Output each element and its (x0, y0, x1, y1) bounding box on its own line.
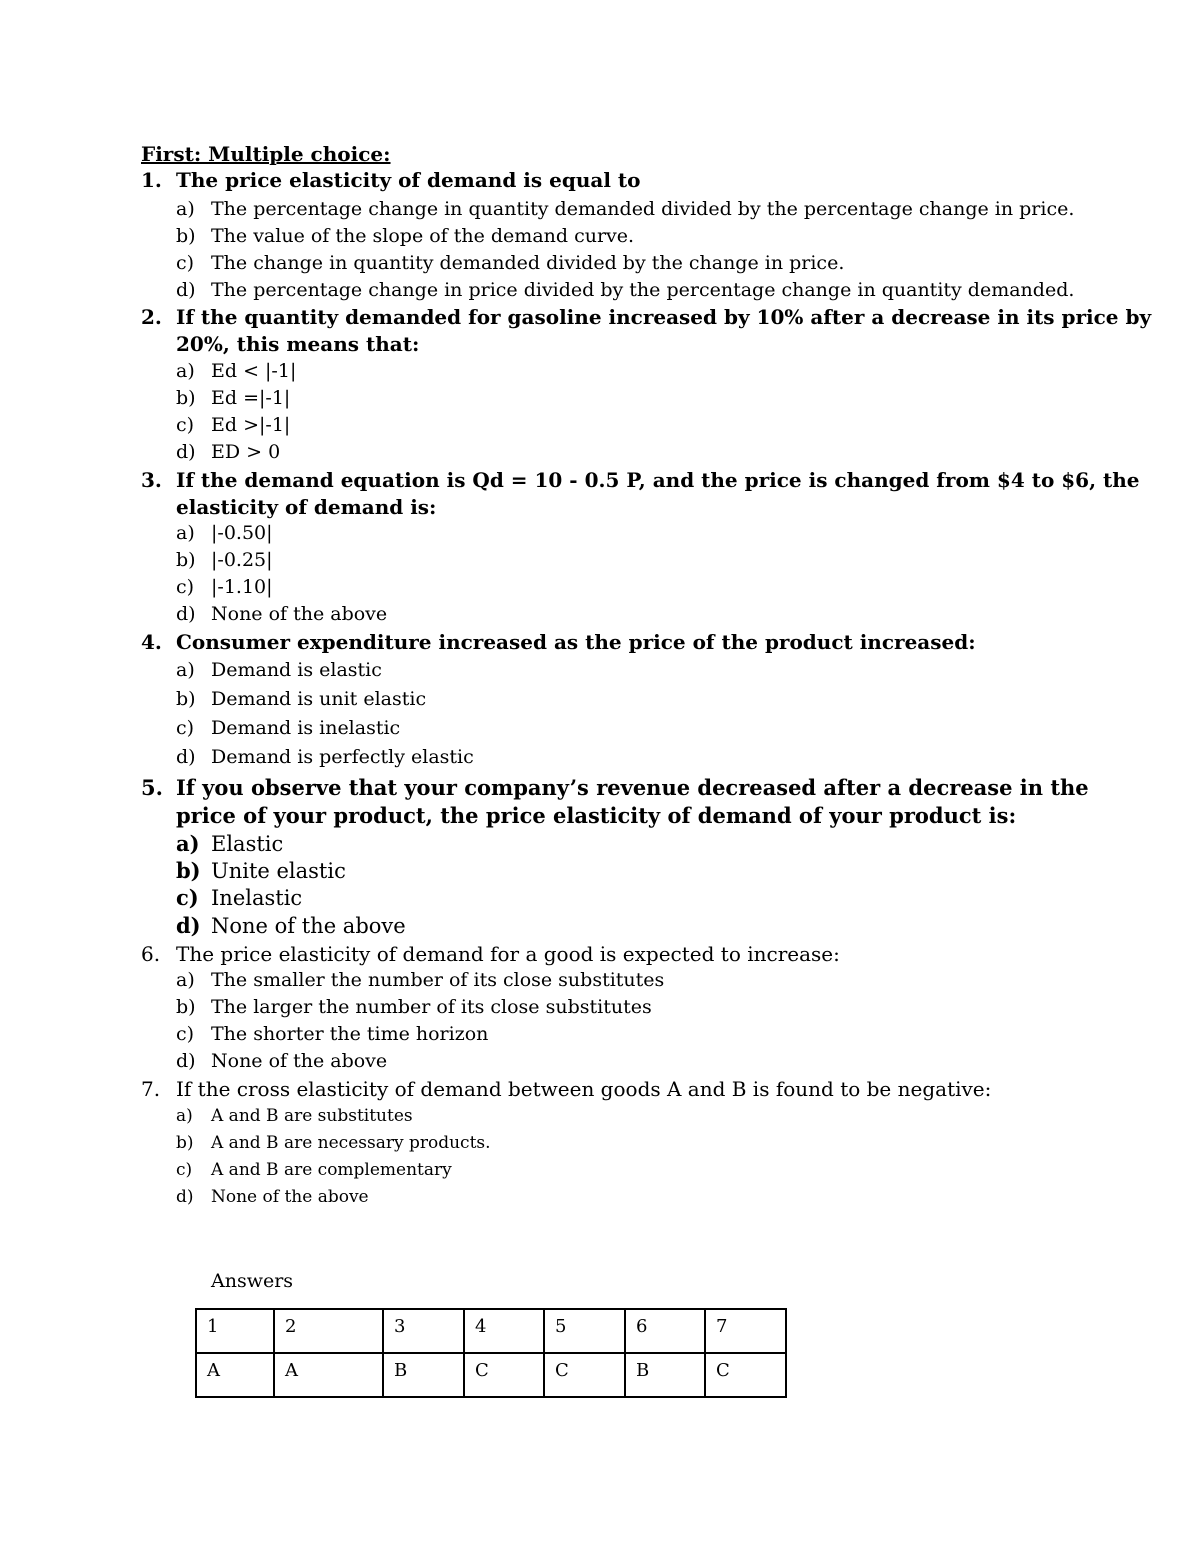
question-5-continuation: price of your product, the price elasticity of demand of your product is: (176, 803, 1017, 828)
option-label: d) (176, 279, 196, 301)
table-cell: 3 (383, 1309, 464, 1353)
option-1a (176, 198, 1074, 220)
option-1b (176, 225, 634, 247)
option-text: The change in quantity demanded divided by the change in price. (211, 252, 845, 274)
question-number: 1. (141, 168, 162, 192)
option-text: The shorter the time horizon (211, 1023, 489, 1045)
option-text: Ed < |-1| (211, 360, 297, 382)
option-4b (176, 688, 426, 710)
option-text: Demand is perfectly elastic (211, 746, 474, 768)
option-text: Ed =|-1| (211, 387, 291, 409)
question-1 (141, 168, 640, 192)
option-text: A and B are complementary (211, 1160, 452, 1180)
question-text: If the cross elasticity of demand between goods A and B is found to be negative: (176, 1077, 992, 1101)
question-3-continuation: elasticity of demand is: (176, 495, 437, 519)
option-text: |-0.25| (211, 549, 273, 571)
option-label: d) (176, 441, 196, 463)
option-5a (176, 831, 283, 856)
option-label: c) (176, 1160, 193, 1180)
section-heading: First: Multiple choice: (141, 142, 391, 166)
option-text: Inelastic (211, 886, 303, 910)
question-number: 6. (141, 942, 161, 966)
table-cell: 4 (464, 1309, 544, 1353)
option-text: Elastic (211, 832, 284, 856)
option-label: b) (176, 1133, 194, 1153)
option-label: b) (176, 858, 201, 883)
option-label: c) (176, 414, 195, 436)
option-label: b) (176, 996, 196, 1018)
option-text: Demand is inelastic (211, 717, 401, 739)
question-5 (141, 775, 1089, 800)
option-7d (176, 1187, 369, 1207)
option-text: Unite elastic (211, 859, 346, 883)
option-text: None of the above (211, 603, 388, 625)
table-cell: B (625, 1353, 705, 1397)
question-number: 3. (141, 468, 162, 492)
option-label: c) (176, 1023, 195, 1045)
question-text: Consumer expenditure increased as the price of the product increased: (176, 630, 976, 654)
option-text: ED > 0 (211, 441, 281, 463)
question-4 (141, 630, 976, 654)
option-5c (176, 885, 302, 910)
question-6 (141, 942, 840, 966)
table-cell: 6 (625, 1309, 705, 1353)
option-label: a) (176, 969, 195, 991)
option-text: |-1.10| (211, 576, 273, 598)
option-label: a) (176, 198, 195, 220)
table-row-numbers (196, 1309, 786, 1353)
option-7b (176, 1133, 491, 1153)
option-label: c) (176, 252, 195, 274)
option-4c (176, 717, 400, 739)
option-label: c) (176, 576, 195, 598)
option-text: A and B are substitutes (211, 1106, 413, 1126)
option-1c (176, 252, 844, 274)
table-cell: C (705, 1353, 786, 1397)
table-cell: 1 (196, 1309, 274, 1353)
option-6c (176, 1023, 488, 1045)
option-text: The percentage change in quantity demanded divided by the percentage change in price. (211, 198, 1075, 220)
table-cell: 5 (544, 1309, 625, 1353)
option-label: d) (176, 1187, 194, 1207)
option-text: None of the above (211, 1050, 388, 1072)
option-label: b) (176, 688, 196, 710)
option-6a (176, 969, 664, 991)
option-text: The smaller the number of its close substitutes (211, 969, 665, 991)
option-text: None of the above (211, 1187, 369, 1207)
table-cell: B (383, 1353, 464, 1397)
option-label: a) (176, 831, 200, 856)
option-label: a) (176, 522, 195, 544)
option-text: The larger the number of its close substitutes (211, 996, 652, 1018)
question-number: 2. (141, 305, 162, 329)
question-number: 7. (141, 1077, 161, 1101)
table-cell: 2 (274, 1309, 383, 1353)
question-3 (141, 468, 1140, 492)
option-1d (176, 279, 1074, 301)
option-2b (176, 387, 290, 409)
option-4a (176, 659, 382, 681)
option-text: A and B are necessary products. (211, 1133, 491, 1153)
option-text: None of the above (211, 914, 406, 938)
table-cell: A (274, 1353, 383, 1397)
answers-label: Answers (211, 1270, 294, 1292)
question-number: 5. (141, 775, 163, 800)
option-6d (176, 1050, 387, 1072)
option-label: c) (176, 717, 195, 739)
option-5b (176, 858, 346, 883)
option-3c (176, 576, 273, 598)
option-label: d) (176, 746, 196, 768)
option-2a (176, 360, 296, 382)
option-label: b) (176, 387, 196, 409)
option-3b (176, 549, 273, 571)
option-label: b) (176, 549, 196, 571)
option-label: a) (176, 1106, 193, 1126)
option-3d (176, 603, 387, 625)
option-label: b) (176, 225, 196, 247)
option-label: d) (176, 913, 201, 938)
answers-table (195, 1308, 787, 1398)
table-row-answers (196, 1353, 786, 1397)
option-7c (176, 1160, 452, 1180)
option-text: The value of the slope of the demand curve. (211, 225, 635, 247)
table-cell: C (464, 1353, 544, 1397)
option-2d (176, 441, 280, 463)
table-cell: A (196, 1353, 274, 1397)
option-text: |-0.50| (211, 522, 273, 544)
option-text: The percentage change in price divided by the percentage change in quantity demanded. (211, 279, 1075, 301)
option-label: a) (176, 360, 195, 382)
option-label: a) (176, 659, 195, 681)
option-label: d) (176, 603, 196, 625)
question-text: If you observe that your company’s revenue decreased after a decrease in the (176, 775, 1089, 800)
option-5d (176, 913, 406, 938)
question-text: If the quantity demanded for gasoline increased by 10% after a decrease in its price by (176, 305, 1152, 329)
option-text: Demand is unit elastic (211, 688, 427, 710)
question-text: If the demand equation is Qd = 10 - 0.5 P, and the price is changed from $4 to $6, the (176, 468, 1140, 492)
option-text: Ed >|-1| (211, 414, 291, 436)
option-7a (176, 1106, 413, 1126)
question-2-continuation: 20%, this means that: (176, 332, 420, 356)
question-number: 4. (141, 630, 162, 654)
table-cell: 7 (705, 1309, 786, 1353)
table-cell: C (544, 1353, 625, 1397)
question-2 (141, 305, 1151, 329)
option-6b (176, 996, 652, 1018)
option-text: Demand is elastic (211, 659, 382, 681)
option-4d (176, 746, 474, 768)
question-text: The price elasticity of demand is equal to (176, 168, 641, 192)
question-7 (141, 1077, 991, 1101)
option-2c (176, 414, 290, 436)
option-label: d) (176, 1050, 196, 1072)
question-text: The price elasticity of demand for a good is expected to increase: (176, 942, 840, 966)
option-label: c) (176, 885, 199, 910)
option-3a (176, 522, 273, 544)
